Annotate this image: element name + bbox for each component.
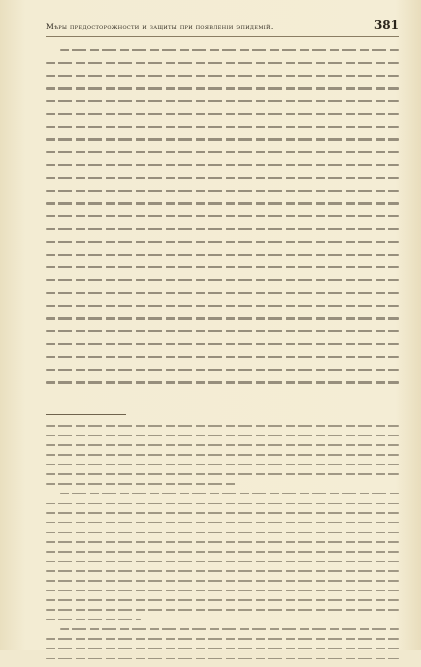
page-number: 381: [373, 18, 399, 32]
text-line: [46, 151, 399, 153]
footnote-line: [46, 454, 399, 456]
text-line: [46, 62, 399, 64]
footnote-line: [46, 444, 399, 446]
footnote-line: [46, 473, 399, 475]
footnote-line: [46, 658, 399, 660]
footnote-line: [60, 493, 399, 495]
text-line: [46, 87, 399, 89]
footnote-line: [46, 590, 399, 592]
text-line: [60, 49, 399, 51]
text-line: [46, 177, 399, 179]
text-line: [46, 254, 399, 256]
footnote-line: [46, 483, 237, 485]
footnote-separator: [46, 414, 126, 415]
footnotes: [46, 425, 399, 667]
text-line: [46, 164, 399, 166]
text-line: [46, 292, 399, 294]
text-line: [46, 317, 399, 319]
text-line: [46, 202, 399, 204]
footnote-line: [46, 580, 399, 582]
text-line: [46, 279, 399, 281]
footnote-line: [46, 609, 399, 611]
text-line: [46, 126, 399, 128]
footnote-line: [46, 551, 399, 553]
text-line: [46, 241, 399, 243]
text-line: [46, 330, 399, 332]
page-header: [46, 18, 399, 34]
text-line: [46, 369, 399, 371]
text-line: [46, 228, 399, 230]
main-text: [46, 49, 399, 394]
footnote-line: [46, 464, 399, 466]
footnote-line: [46, 638, 399, 640]
text-line: [46, 305, 399, 307]
text-line: [46, 381, 399, 383]
footnote-line: [46, 619, 141, 621]
text-line: [46, 266, 399, 268]
footnote-line: [60, 628, 399, 630]
footnote-line: [46, 503, 399, 505]
footnote-line: [46, 532, 399, 534]
footnote-line: [46, 522, 399, 524]
text-line: [46, 100, 399, 102]
footnote-line: [46, 561, 399, 563]
footnote-line: [46, 435, 399, 437]
running-head: Мѣры предосторожности и защиты при появленіи эпидемій.: [46, 22, 274, 31]
text-line: [46, 138, 399, 140]
text-line: [46, 343, 399, 345]
footnote-line: [46, 541, 399, 543]
footnote-line: [46, 512, 399, 514]
footnote-line: [46, 648, 399, 650]
header-rule: [46, 36, 399, 37]
text-line: [46, 75, 399, 77]
text-line: [46, 113, 399, 115]
footnote-line: [46, 425, 399, 427]
footnote-line: [46, 570, 399, 572]
text-line: [46, 190, 399, 192]
text-line: [46, 356, 399, 358]
text-line: [46, 215, 399, 217]
footnote-line: [46, 599, 399, 601]
